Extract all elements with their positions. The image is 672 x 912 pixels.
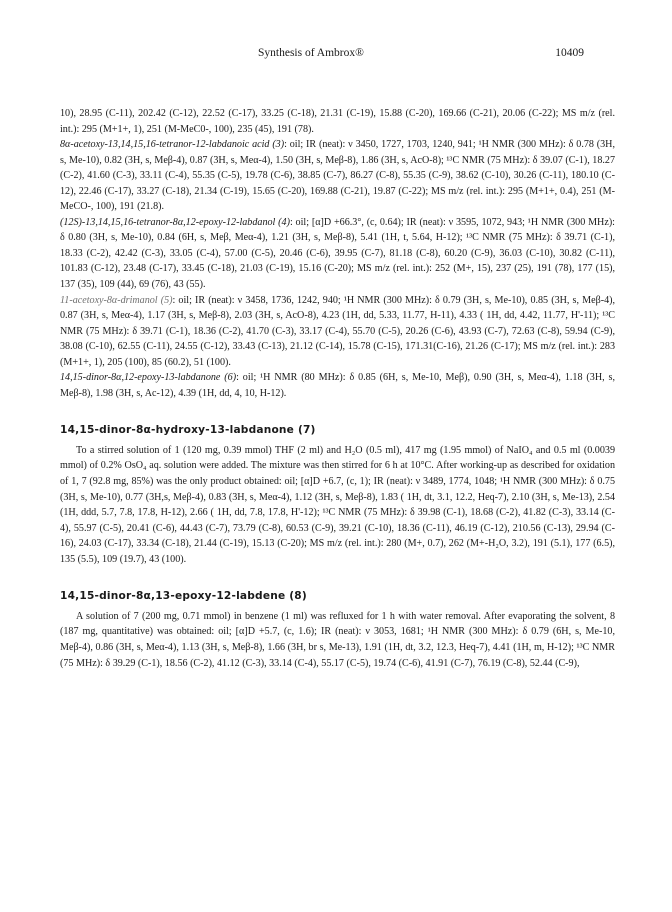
running-header: [0, 47, 672, 63]
compound-name: 8α-acetoxy-13,14,15,16-tetranor-12-labdanoic acid (3): [60, 139, 285, 151]
compound-name: 11-acetoxy-8α-drimanol (5): [60, 294, 173, 306]
compound-3-entry: [60, 137, 615, 215]
continued-paragraph: [60, 106, 615, 137]
compound-data: : oil; ¹H NMR (80 MHz): δ 0.85 (6H, s, Me-10, Meβ), 0.90 (3H, s, Meα-4), 1.18 (3H, s, Meβ-8), 1.98 (3H, s, Ac-12), 4.39 (1H, dd, 4, 10, H-12).: [60, 372, 616, 399]
compound-name: (12S)-13,14,15,16-tetranor-8α,12-epoxy-12-labdanol (4): [60, 216, 290, 228]
section-8-paragraph: A solution of 7 (200 mg, 0.71 mmol) in benzene (1 ml) was refluxed for 1 h with water removal. After evaporating the solvent, 8 (187 mg, quantitative) was obtained: oil; [α]D +5.7, (c, 1.6); IR (neat): ν 3053, 1681; ¹H NMR (300 MHz): δ 0.79 (6H, s, Me-10, Meβ-4), 0.86 (3H, s, Meα-4), 1.13 (3H, s, Meβ-8), 1.66 (3H, br s, Me-13), 1.91 (1H, dt, 3.2, 12.3, Heq-7), 4.41 (1H, m, H-12); ¹³C NMR (75 MHz): δ 39.29 (C-1), 18.56 (C-2), 41.12 (C-3), 33.14 (C-4), 55.17 (C-5), 19.74 (C-6), 41.91 (C-7), 76.19 (C-8), 52.44 (C-9),: [60, 610, 615, 669]
article-body: [60, 106, 615, 671]
compound-6-entry: [60, 370, 615, 401]
paragraph-text: 10), 28.95 (C-11), 202.42 (C-12), 22.52 (C-17), 33.25 (C-18), 21.31 (C-19), 15.88 (C-20), 169.66 (C-21), 20.06 (C-22); MS m/z (rel. int.): 295 (M+1+, 1), 251 (M-MeC0-, 100), 235 (45), 191 (78).: [60, 108, 615, 135]
compound-data: : oil; [α]D +66.3°, (c, 0.64); IR (neat): ν 3595, 1072, 943; ¹H NMR (300 MHz): δ 0.80 (3H, s, Me-10), 0.84 (6H, s, Meβ, Meα-4), 1.21 (3H, s, Meβ-8), 5.41 (1H, t, 5.64, H-12); ¹³C NMR (75 MHz): δ 39.71 (C-1), 18.33 (C-2), 42.42 (C-3), 33.05 (C-4), 57.00 (C-5), 20.46 (C-6), 39.95 (C-7), 81.18 (C-8), 60.20 (C-9), 36.03 (C-10), 30.82 (C-11), 101.83 (C-12), 23.48 (C-17), 33.45 (C-18), 21.03 (C-19), 15.16 (C-20); MS m/z (rel. int.): 252 (M+, 15), 237 (25), 191 (78), 177 (15), 137 (35), 109 (44), 69 (76), 43 (55).: [60, 216, 615, 291]
page-number: 10409: [555, 47, 584, 59]
section-heading-7: 14,15-dinor-8α-hydroxy-13-labdanone (7): [60, 424, 316, 437]
section-heading-8: 14,15-dinor-8α,13-epoxy-12-labdene (8): [60, 590, 307, 603]
running-title: Synthesis of Ambrox®: [258, 47, 364, 59]
section-7-paragraph: To a stirred solution of 1 (120 mg, 0.39 mmol) THF (2 ml) and H₂O (0.5 ml), 417 mg (1.95 mmol) of NaIO₄ and 0.5 ml (0.0039 mmol) of 0.2% OsO₄ aq. solution were added. The mixture was then stirred for 6 h at 10°C. After working-up as described for oxidation of 1, 7 (92.8 mg, 85%) was the only product obtained: oil; [α]D +6.7, (c, 1); IR (neat): ν 3489, 1774, 1048; ¹H NMR (300 MHz): δ 0.75 (3H, s, Me-10), 0.77 (3H,s, Meβ-4), 0.83 (3H, s, Meα-4), 1.12 (3H, s, Meβ-8), 1.83 ( 1H, dt, 3.1, 12.2, Heq-7), 2.10 (3H, s, Me-13), 2.54 (1H, ddd, 5.7, 7.8, 17.8, H-12), 2.66 ( 1H, dd, 7.8, 17.8, H'-12); ¹³C NMR (75 MHz): δ 39.98 (C-1), 18.68 (C-2), 41.82 (C-3), 33.14 (C-4), 55.97 (C-5), 20.41 (C-6), 44.43 (C-7), 73.79 (C-8), 60.53 (C-9), 39.21 (C-10), 18.36 (C-11), 46.19 (C-12), 210.56 (C-13), 29.94 (C-16), 24.03 (C-17), 33.34 (C-18), 21.44 (C-19), 15.13 (C-20); MS m/z (rel. int.): 280 (M+, 0.7), 262 (M+-H₂O, 3.2), 191 (5.1), 177 (6.5), 135 (5.5), 109 (19.7), 43 (100).: [60, 444, 615, 565]
compound-5-entry: [60, 293, 615, 371]
compound-data: : oil; IR (neat): ν 3458, 1736, 1242, 940; ¹H NMR (300 MHz): δ 0.79 (3H, s, Me-10), 0.85 (3H, s, Meβ-4), 0.87 (3H, s, Meα-4), 1.17 (3H, s, Meβ-8), 2.03 (3H, s, AcO-8), 4.23 (1H, dd, 5.33, 11.77, H-11), 4.33 ( 1H, dd, 4.42, 11.77, H'-11); ¹³C NMR (75 MHz): δ 39.71 (C-1), 18.36 (C-2), 41.70 (C-3), 33.17 (C-4), 55.70 (C-5), 20.26 (C-6), 43.93 (C-7), 72.63 (C-8), 59.94 (C-9), 38.08 (C-10), 62.55 (C-11), 24.55 (C-12), 33.43 (C-13), 21.12 (C-14), 15.78 (C-15), 171.31(C-16), 21.26 (C-17); MS m/z (rel. int.): 283 (M+1+, 1), 205 (100), 85 (60.2), 51 (100).: [60, 294, 615, 368]
compound-data: : oil; IR (neat): ν 3450, 1727, 1703, 1240, 941; ¹H NMR (300 MHz): δ 0.78 (3H, s, Me-10), 0.82 (3H, s, Meβ-4), 0.87 (3H, s, Meα-4), 1.50 (3H, s, Meβ-8), 1.86 (3H, s, AcO-8); ¹³C NMR (75 MHz): δ 39.07 (C-1), 18.27 (C-2), 41.60 (C-3), 33.11 (C-4), 55.35 (C-5), 19.78 (C-6), 38.85 (C-7), 86.27 (C-8), 55.35 (C-9), 38.62 (C-10), 30.26 (C-11), 180.10 (C-12), 22.46 (C-17), 33.27 (C-18), 21.34 (C-19), 15.65 (C-20), 169.88 (C-21), 19.87 (C-22); MS m/z (rel. int.): 295 (M+1+, 0.4), 251 (M-MeCO-, 100), 191 (21.8).: [60, 139, 615, 213]
compound-4-entry: [60, 215, 615, 293]
compound-name: 14,15-dinor-8α,12-epoxy-13-labdanone (6): [60, 372, 237, 384]
